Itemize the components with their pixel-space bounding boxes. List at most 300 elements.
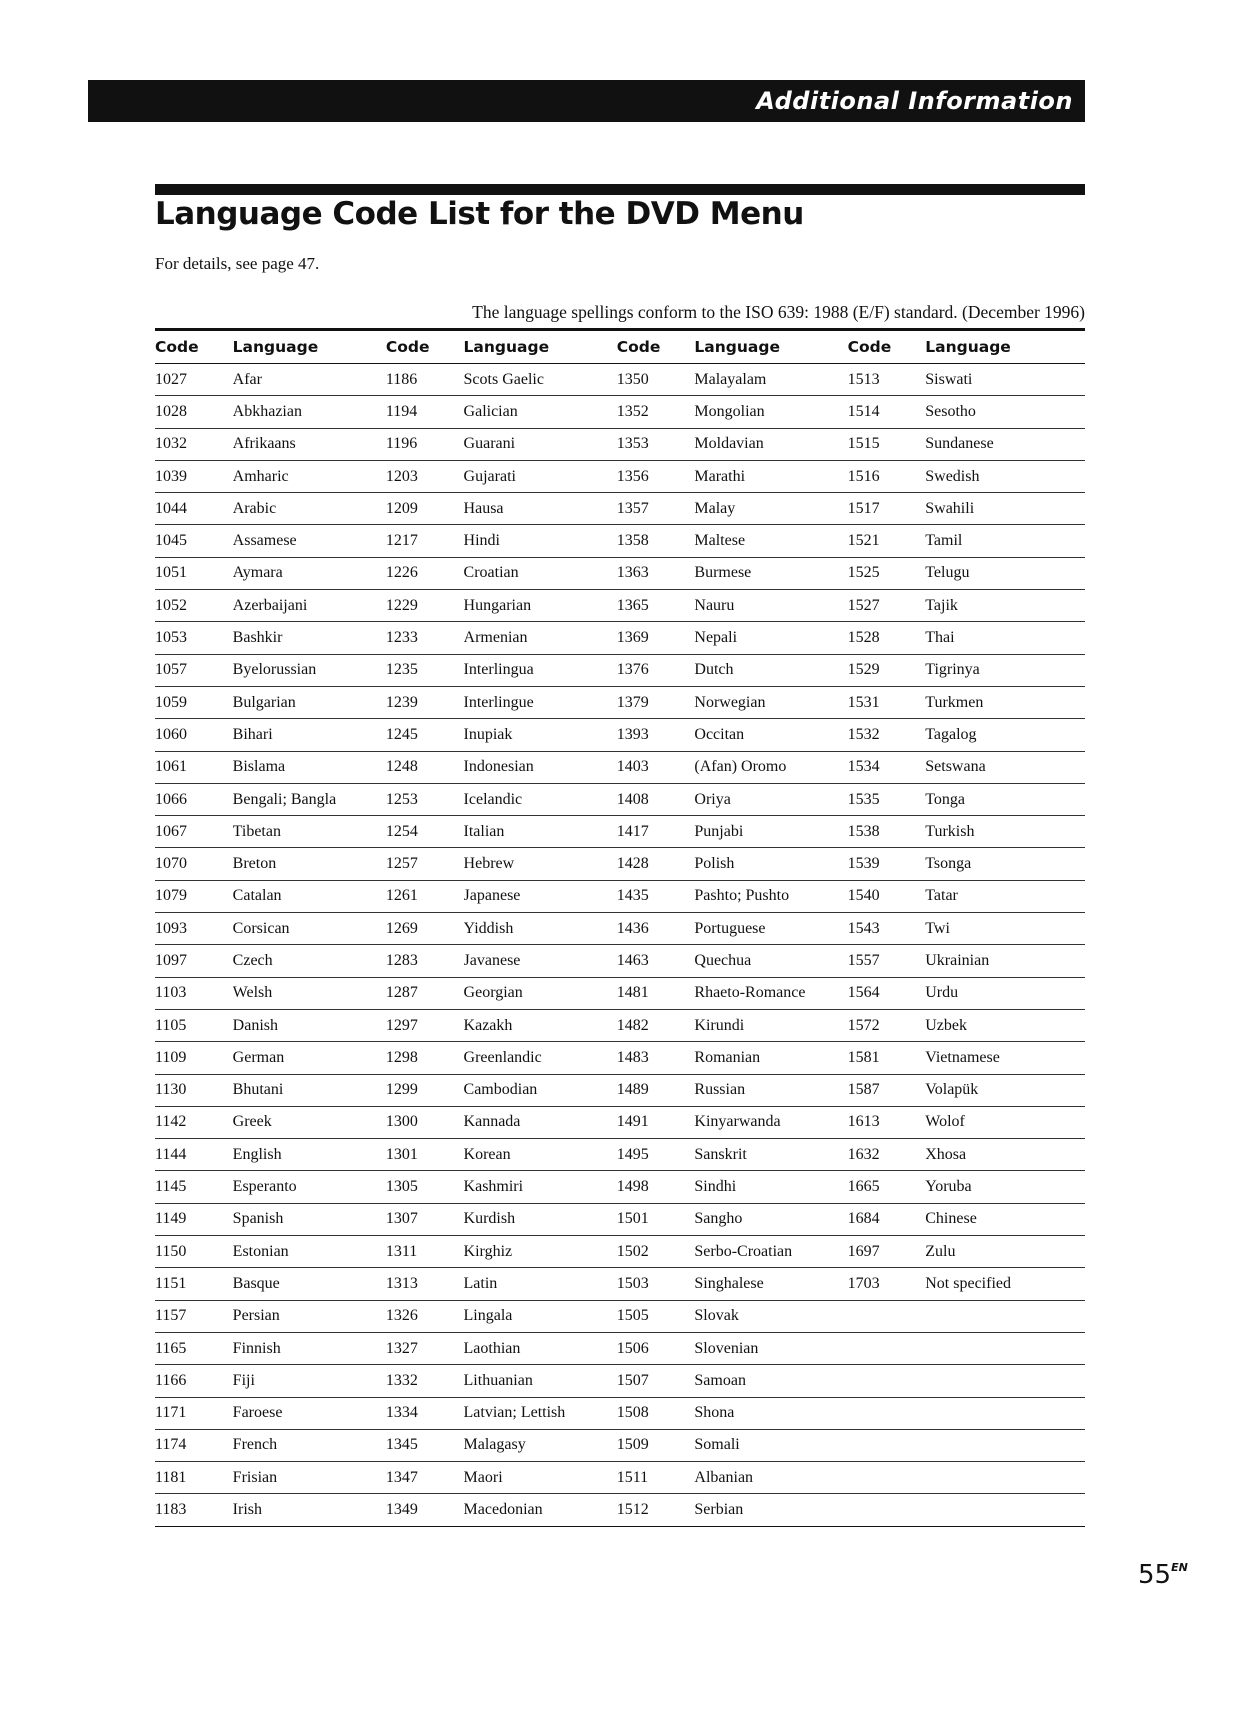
code-cell: 1261 bbox=[386, 880, 464, 912]
title-rule bbox=[155, 184, 1085, 195]
code-cell: 1149 bbox=[155, 1203, 233, 1235]
code-cell bbox=[848, 1397, 926, 1429]
language-cell bbox=[925, 1494, 1085, 1526]
language-cell: Norwegian bbox=[694, 686, 847, 718]
language-cell: Georgian bbox=[464, 977, 617, 1009]
language-cell: Somali bbox=[694, 1429, 847, 1461]
column-header-code: Code bbox=[386, 331, 464, 364]
table-row bbox=[155, 686, 1085, 718]
code-cell: 1203 bbox=[386, 460, 464, 492]
code-cell: 1525 bbox=[848, 557, 926, 589]
code-cell: 1684 bbox=[848, 1203, 926, 1235]
table-row bbox=[155, 1106, 1085, 1138]
language-cell: Catalan bbox=[233, 880, 386, 912]
language-code-table bbox=[155, 331, 1085, 1527]
language-cell: Icelandic bbox=[464, 783, 617, 815]
language-cell: Quechua bbox=[694, 945, 847, 977]
code-cell: 1408 bbox=[617, 783, 695, 815]
code-cell: 1297 bbox=[386, 1009, 464, 1041]
language-cell: Esperanto bbox=[233, 1171, 386, 1203]
table-row bbox=[155, 396, 1085, 428]
code-cell: 1529 bbox=[848, 654, 926, 686]
table-row bbox=[155, 1268, 1085, 1300]
table-row bbox=[155, 1203, 1085, 1235]
column-header-language: Language bbox=[925, 331, 1085, 364]
details-note: For details, see page 47. bbox=[155, 254, 320, 273]
table-row bbox=[155, 525, 1085, 557]
language-cell: Basque bbox=[233, 1268, 386, 1300]
code-cell: 1254 bbox=[386, 816, 464, 848]
table-row bbox=[155, 622, 1085, 654]
language-cell: Samoan bbox=[694, 1365, 847, 1397]
code-cell: 1229 bbox=[386, 590, 464, 622]
code-cell: 1697 bbox=[848, 1236, 926, 1268]
code-cell: 1053 bbox=[155, 622, 233, 654]
code-cell: 1144 bbox=[155, 1139, 233, 1171]
code-cell: 1352 bbox=[617, 396, 695, 428]
table-row bbox=[155, 590, 1085, 622]
code-cell: 1248 bbox=[386, 751, 464, 783]
language-cell: Slovenian bbox=[694, 1332, 847, 1364]
code-cell: 1060 bbox=[155, 719, 233, 751]
table-row bbox=[155, 1171, 1085, 1203]
language-cell: Vietnamese bbox=[925, 1042, 1085, 1074]
code-cell: 1327 bbox=[386, 1332, 464, 1364]
language-cell: English bbox=[233, 1139, 386, 1171]
language-cell: Malay bbox=[694, 493, 847, 525]
code-cell: 1369 bbox=[617, 622, 695, 654]
language-cell: Marathi bbox=[694, 460, 847, 492]
table-row bbox=[155, 1332, 1085, 1364]
code-cell: 1521 bbox=[848, 525, 926, 557]
code-cell bbox=[848, 1494, 926, 1526]
table-row bbox=[155, 751, 1085, 783]
section-title: Additional Information bbox=[756, 87, 1073, 115]
code-cell: 1379 bbox=[617, 686, 695, 718]
code-cell: 1307 bbox=[386, 1203, 464, 1235]
language-cell: Maori bbox=[464, 1462, 617, 1494]
language-cell: Croatian bbox=[464, 557, 617, 589]
language-cell: Azerbaijani bbox=[233, 590, 386, 622]
code-cell: 1508 bbox=[617, 1397, 695, 1429]
code-cell: 1059 bbox=[155, 686, 233, 718]
code-cell bbox=[848, 1365, 926, 1397]
code-cell: 1326 bbox=[386, 1300, 464, 1332]
code-cell: 1531 bbox=[848, 686, 926, 718]
code-cell: 1093 bbox=[155, 913, 233, 945]
language-cell: Lithuanian bbox=[464, 1365, 617, 1397]
language-cell bbox=[925, 1332, 1085, 1364]
language-cell: Macedonian bbox=[464, 1494, 617, 1526]
language-cell bbox=[925, 1462, 1085, 1494]
language-cell: Slovak bbox=[694, 1300, 847, 1332]
language-code-table-container bbox=[155, 328, 1085, 1527]
table-row bbox=[155, 1074, 1085, 1106]
language-cell: Bengali; Bangla bbox=[233, 783, 386, 815]
code-cell: 1311 bbox=[386, 1236, 464, 1268]
code-cell: 1347 bbox=[386, 1462, 464, 1494]
language-cell: Faroese bbox=[233, 1397, 386, 1429]
code-cell: 1298 bbox=[386, 1042, 464, 1074]
language-cell: Bhutani bbox=[233, 1074, 386, 1106]
language-cell: Scots Gaelic bbox=[464, 364, 617, 396]
column-header-code: Code bbox=[155, 331, 233, 364]
language-cell: Japanese bbox=[464, 880, 617, 912]
table-row bbox=[155, 460, 1085, 492]
code-cell: 1482 bbox=[617, 1009, 695, 1041]
code-cell: 1217 bbox=[386, 525, 464, 557]
language-cell: Zulu bbox=[925, 1236, 1085, 1268]
table-row bbox=[155, 1397, 1085, 1429]
language-cell: Turkmen bbox=[925, 686, 1085, 718]
code-cell: 1332 bbox=[386, 1365, 464, 1397]
language-cell: Ukrainian bbox=[925, 945, 1085, 977]
language-cell: Italian bbox=[464, 816, 617, 848]
language-cell: Singhalese bbox=[694, 1268, 847, 1300]
language-cell: Inupiak bbox=[464, 719, 617, 751]
code-cell: 1403 bbox=[617, 751, 695, 783]
language-cell: Tonga bbox=[925, 783, 1085, 815]
code-cell: 1363 bbox=[617, 557, 695, 589]
code-cell: 1358 bbox=[617, 525, 695, 557]
language-cell: Sindhi bbox=[694, 1171, 847, 1203]
code-cell: 1507 bbox=[617, 1365, 695, 1397]
code-cell: 1514 bbox=[848, 396, 926, 428]
language-cell: Thai bbox=[925, 622, 1085, 654]
table-row bbox=[155, 945, 1085, 977]
code-cell: 1495 bbox=[617, 1139, 695, 1171]
code-cell: 1509 bbox=[617, 1429, 695, 1461]
code-cell bbox=[848, 1332, 926, 1364]
table-row bbox=[155, 816, 1085, 848]
language-cell: Tatar bbox=[925, 880, 1085, 912]
code-cell: 1044 bbox=[155, 493, 233, 525]
language-cell: Shona bbox=[694, 1397, 847, 1429]
code-cell: 1516 bbox=[848, 460, 926, 492]
language-cell: Corsican bbox=[233, 913, 386, 945]
code-cell: 1532 bbox=[848, 719, 926, 751]
code-cell: 1067 bbox=[155, 816, 233, 848]
code-cell: 1511 bbox=[617, 1462, 695, 1494]
code-cell: 1174 bbox=[155, 1429, 233, 1461]
language-cell: Amharic bbox=[233, 460, 386, 492]
language-cell: Malagasy bbox=[464, 1429, 617, 1461]
code-cell: 1300 bbox=[386, 1106, 464, 1138]
code-cell: 1632 bbox=[848, 1139, 926, 1171]
code-cell: 1357 bbox=[617, 493, 695, 525]
code-cell: 1345 bbox=[386, 1429, 464, 1461]
code-cell: 1283 bbox=[386, 945, 464, 977]
code-cell: 1165 bbox=[155, 1332, 233, 1364]
language-cell: Setswana bbox=[925, 751, 1085, 783]
code-cell: 1253 bbox=[386, 783, 464, 815]
language-cell: Guarani bbox=[464, 428, 617, 460]
language-cell: Latvian; Lettish bbox=[464, 1397, 617, 1429]
code-cell: 1491 bbox=[617, 1106, 695, 1138]
code-cell: 1066 bbox=[155, 783, 233, 815]
code-cell: 1581 bbox=[848, 1042, 926, 1074]
language-cell: Sesotho bbox=[925, 396, 1085, 428]
code-cell: 1028 bbox=[155, 396, 233, 428]
language-cell: Kazakh bbox=[464, 1009, 617, 1041]
code-cell: 1305 bbox=[386, 1171, 464, 1203]
language-cell: Afrikaans bbox=[233, 428, 386, 460]
language-cell: Turkish bbox=[925, 816, 1085, 848]
column-header-language: Language bbox=[464, 331, 617, 364]
language-cell: Czech bbox=[233, 945, 386, 977]
table-row bbox=[155, 1042, 1085, 1074]
code-cell: 1027 bbox=[155, 364, 233, 396]
code-cell: 1539 bbox=[848, 848, 926, 880]
language-cell: Greek bbox=[233, 1106, 386, 1138]
table-row bbox=[155, 557, 1085, 589]
code-cell: 1483 bbox=[617, 1042, 695, 1074]
language-cell: Urdu bbox=[925, 977, 1085, 1009]
code-cell: 1226 bbox=[386, 557, 464, 589]
code-cell bbox=[848, 1429, 926, 1461]
code-cell: 1349 bbox=[386, 1494, 464, 1526]
language-cell: Kurdish bbox=[464, 1203, 617, 1235]
code-cell: 1365 bbox=[617, 590, 695, 622]
code-cell: 1103 bbox=[155, 977, 233, 1009]
table-row bbox=[155, 364, 1085, 396]
table-row bbox=[155, 654, 1085, 686]
table-row bbox=[155, 719, 1085, 751]
language-cell: Kashmiri bbox=[464, 1171, 617, 1203]
language-cell: Tamil bbox=[925, 525, 1085, 557]
code-cell bbox=[848, 1300, 926, 1332]
code-cell: 1502 bbox=[617, 1236, 695, 1268]
language-cell: Siswati bbox=[925, 364, 1085, 396]
page-title: Language Code List for the DVD Menu bbox=[155, 196, 804, 232]
language-cell: Fiji bbox=[233, 1365, 386, 1397]
code-cell: 1353 bbox=[617, 428, 695, 460]
language-cell: German bbox=[233, 1042, 386, 1074]
code-cell: 1376 bbox=[617, 654, 695, 686]
table-row bbox=[155, 1236, 1085, 1268]
code-cell: 1052 bbox=[155, 590, 233, 622]
code-cell: 1301 bbox=[386, 1139, 464, 1171]
language-cell: Bashkir bbox=[233, 622, 386, 654]
language-cell: Estonian bbox=[233, 1236, 386, 1268]
table-header-row bbox=[155, 331, 1085, 364]
code-cell: 1032 bbox=[155, 428, 233, 460]
code-cell: 1097 bbox=[155, 945, 233, 977]
code-cell: 1613 bbox=[848, 1106, 926, 1138]
code-cell: 1489 bbox=[617, 1074, 695, 1106]
language-cell: Hungarian bbox=[464, 590, 617, 622]
language-cell: Tsonga bbox=[925, 848, 1085, 880]
code-cell: 1235 bbox=[386, 654, 464, 686]
language-cell: Frisian bbox=[233, 1462, 386, 1494]
code-cell: 1109 bbox=[155, 1042, 233, 1074]
code-cell: 1534 bbox=[848, 751, 926, 783]
language-cell: Hebrew bbox=[464, 848, 617, 880]
language-cell: Telugu bbox=[925, 557, 1085, 589]
code-cell: 1157 bbox=[155, 1300, 233, 1332]
language-cell: Maltese bbox=[694, 525, 847, 557]
language-cell: Swedish bbox=[925, 460, 1085, 492]
column-header-code: Code bbox=[617, 331, 695, 364]
language-cell: Polish bbox=[694, 848, 847, 880]
table-row bbox=[155, 493, 1085, 525]
code-cell: 1209 bbox=[386, 493, 464, 525]
language-cell: Korean bbox=[464, 1139, 617, 1171]
code-cell: 1436 bbox=[617, 913, 695, 945]
column-header-language: Language bbox=[694, 331, 847, 364]
language-cell: Irish bbox=[233, 1494, 386, 1526]
code-cell: 1166 bbox=[155, 1365, 233, 1397]
language-cell bbox=[925, 1300, 1085, 1332]
code-cell: 1393 bbox=[617, 719, 695, 751]
code-cell: 1538 bbox=[848, 816, 926, 848]
language-cell: Pashto; Pushto bbox=[694, 880, 847, 912]
language-cell: Kannada bbox=[464, 1106, 617, 1138]
table-row bbox=[155, 783, 1085, 815]
code-cell: 1299 bbox=[386, 1074, 464, 1106]
language-cell: Kirghiz bbox=[464, 1236, 617, 1268]
language-cell: Hausa bbox=[464, 493, 617, 525]
language-cell: Serbian bbox=[694, 1494, 847, 1526]
table-row bbox=[155, 1300, 1085, 1332]
language-cell: French bbox=[233, 1429, 386, 1461]
code-cell: 1196 bbox=[386, 428, 464, 460]
language-cell: Xhosa bbox=[925, 1139, 1085, 1171]
code-cell: 1183 bbox=[155, 1494, 233, 1526]
language-cell: Finnish bbox=[233, 1332, 386, 1364]
code-cell: 1150 bbox=[155, 1236, 233, 1268]
code-cell: 1512 bbox=[617, 1494, 695, 1526]
language-cell: Spanish bbox=[233, 1203, 386, 1235]
language-cell: Byelorussian bbox=[233, 654, 386, 686]
language-cell: Nauru bbox=[694, 590, 847, 622]
language-cell: Laothian bbox=[464, 1332, 617, 1364]
language-cell: Yiddish bbox=[464, 913, 617, 945]
language-cell: Sundanese bbox=[925, 428, 1085, 460]
language-cell: Lingala bbox=[464, 1300, 617, 1332]
language-cell: Punjabi bbox=[694, 816, 847, 848]
language-cell: Cambodian bbox=[464, 1074, 617, 1106]
code-cell: 1194 bbox=[386, 396, 464, 428]
code-cell: 1039 bbox=[155, 460, 233, 492]
table-body bbox=[155, 364, 1085, 1527]
standard-note: The language spellings conform to the ISO 639: 1988 (E/F) standard. (December 1996) bbox=[472, 302, 1085, 322]
language-cell: Serbo-Croatian bbox=[694, 1236, 847, 1268]
code-cell: 1535 bbox=[848, 783, 926, 815]
page-number-suffix: EN bbox=[1171, 1561, 1188, 1574]
language-cell: Sanskrit bbox=[694, 1139, 847, 1171]
page-number-value: 55 bbox=[1138, 1560, 1172, 1590]
language-cell: Tajik bbox=[925, 590, 1085, 622]
language-cell: Occitan bbox=[694, 719, 847, 751]
language-cell: Aymara bbox=[233, 557, 386, 589]
code-cell: 1505 bbox=[617, 1300, 695, 1332]
language-cell: Tibetan bbox=[233, 816, 386, 848]
code-cell: 1540 bbox=[848, 880, 926, 912]
code-cell: 1045 bbox=[155, 525, 233, 557]
code-cell: 1061 bbox=[155, 751, 233, 783]
code-cell: 1587 bbox=[848, 1074, 926, 1106]
language-cell: Javanese bbox=[464, 945, 617, 977]
code-cell: 1513 bbox=[848, 364, 926, 396]
language-cell: Assamese bbox=[233, 525, 386, 557]
language-cell: Tigrinya bbox=[925, 654, 1085, 686]
language-cell: Galician bbox=[464, 396, 617, 428]
language-cell: Chinese bbox=[925, 1203, 1085, 1235]
code-cell: 1481 bbox=[617, 977, 695, 1009]
code-cell: 1079 bbox=[155, 880, 233, 912]
code-cell: 1334 bbox=[386, 1397, 464, 1429]
code-cell: 1564 bbox=[848, 977, 926, 1009]
language-cell: Greenlandic bbox=[464, 1042, 617, 1074]
language-cell: Portuguese bbox=[694, 913, 847, 945]
table-row bbox=[155, 1429, 1085, 1461]
code-cell: 1506 bbox=[617, 1332, 695, 1364]
code-cell: 1130 bbox=[155, 1074, 233, 1106]
code-cell: 1428 bbox=[617, 848, 695, 880]
code-cell: 1503 bbox=[617, 1268, 695, 1300]
language-cell: Interlingua bbox=[464, 654, 617, 686]
language-cell: Burmese bbox=[694, 557, 847, 589]
language-cell: Tagalog bbox=[925, 719, 1085, 751]
language-cell: Danish bbox=[233, 1009, 386, 1041]
code-cell: 1051 bbox=[155, 557, 233, 589]
language-cell: Abkhazian bbox=[233, 396, 386, 428]
code-cell: 1498 bbox=[617, 1171, 695, 1203]
table-row bbox=[155, 1494, 1085, 1526]
language-cell: Twi bbox=[925, 913, 1085, 945]
language-cell bbox=[925, 1365, 1085, 1397]
table-row bbox=[155, 848, 1085, 880]
language-cell bbox=[925, 1429, 1085, 1461]
language-cell: Afar bbox=[233, 364, 386, 396]
code-cell: 1517 bbox=[848, 493, 926, 525]
language-cell: Swahili bbox=[925, 493, 1085, 525]
language-cell: Interlingue bbox=[464, 686, 617, 718]
code-cell: 1356 bbox=[617, 460, 695, 492]
language-cell: Volapük bbox=[925, 1074, 1085, 1106]
code-cell: 1515 bbox=[848, 428, 926, 460]
code-cell: 1171 bbox=[155, 1397, 233, 1429]
language-cell: Arabic bbox=[233, 493, 386, 525]
language-cell: Gujarati bbox=[464, 460, 617, 492]
code-cell: 1543 bbox=[848, 913, 926, 945]
column-header-code: Code bbox=[848, 331, 926, 364]
table-row bbox=[155, 1462, 1085, 1494]
code-cell: 1528 bbox=[848, 622, 926, 654]
language-cell: Malayalam bbox=[694, 364, 847, 396]
language-cell: Moldavian bbox=[694, 428, 847, 460]
code-cell: 1527 bbox=[848, 590, 926, 622]
code-cell: 1287 bbox=[386, 977, 464, 1009]
language-cell: Yoruba bbox=[925, 1171, 1085, 1203]
table-row bbox=[155, 1009, 1085, 1041]
code-cell: 1435 bbox=[617, 880, 695, 912]
code-cell: 1145 bbox=[155, 1171, 233, 1203]
code-cell: 1105 bbox=[155, 1009, 233, 1041]
language-cell: Latin bbox=[464, 1268, 617, 1300]
language-cell bbox=[925, 1397, 1085, 1429]
column-header-language: Language bbox=[233, 331, 386, 364]
language-cell: Dutch bbox=[694, 654, 847, 686]
code-cell: 1239 bbox=[386, 686, 464, 718]
language-cell: Hindi bbox=[464, 525, 617, 557]
code-cell: 1665 bbox=[848, 1171, 926, 1203]
code-cell: 1186 bbox=[386, 364, 464, 396]
code-cell: 1142 bbox=[155, 1106, 233, 1138]
code-cell: 1151 bbox=[155, 1268, 233, 1300]
language-cell: Russian bbox=[694, 1074, 847, 1106]
